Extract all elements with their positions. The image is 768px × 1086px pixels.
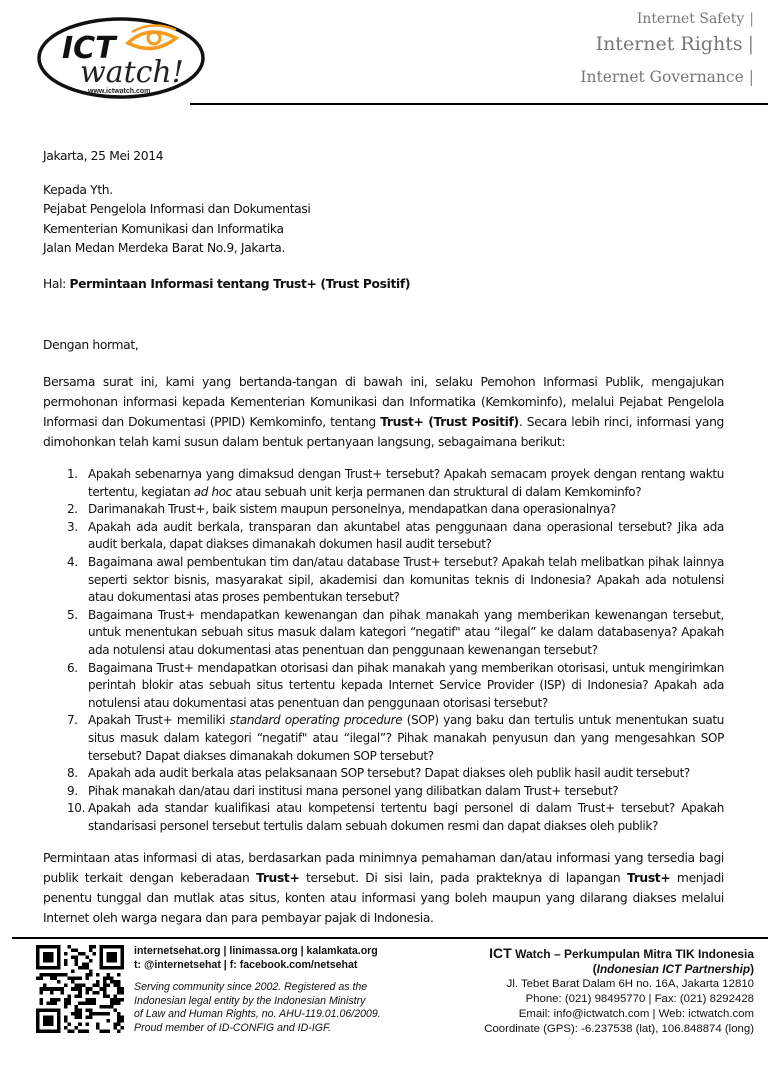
footer-about-line: Serving community since 2002. Registered as the [134, 981, 368, 993]
ict-watch-logo [36, 16, 206, 100]
question-number: 6. [67, 660, 78, 675]
question-item: 7. Apakah Trust+ memiliki standard operating procedure (SOP) yang baku dan tertulis untuk menentukan suatu situs masuk dalam kategori “negatif" atau “ilegal”? Pihak manakah penyusun dan yang mengesahkan SOP tersebut? Dapat diakses dimanakah dokumen SOP tersebut? [67, 713, 725, 763]
footer-community-info [134, 944, 381, 1035]
footer-partner: (Indonesian ICT Partnership) [592, 962, 754, 976]
question-list [43, 466, 724, 835]
tagline-separator: | [748, 68, 754, 86]
question-number: 4. [67, 554, 78, 569]
closing-bold-trust: Trust+ [256, 871, 300, 885]
tagline-separator: | [747, 33, 754, 55]
footer-org-name: ICT Watch – Perkumpulan Mitra TIK Indonesia [489, 945, 754, 961]
tagline-separator: | [749, 11, 754, 27]
footer-address: Jl. Tebet Barat Dalam 6H no. 16A, Jakarta 12810 [506, 978, 754, 990]
question-number: 10. [67, 801, 86, 816]
letter-date: Jakarta, 25 Mei 2014 [43, 149, 164, 163]
question-item: 3. Apakah ada audit berkala, transparan dan akuntabel atas penggunaan dana operasional tersebut? Jika ada audit berkala, dapat diakses dimanakah dokumen hasil audit tersebut? [67, 519, 724, 552]
question-number: 8. [67, 766, 78, 781]
intro-paragraph: Bersama surat ini, kami yang bertanda-tangan di bawah ini, selaku Pemohon Informasi Publik, mengajukan permohonan informasi kepada Kementerian Komunikasi dan Informatika (Kemkominfo), melalui Pejabat Pengelola Informasi dan Dokumentasi (PPID) Kemkominfo, tentang Trust+ (Trust Positif). Secara lebih rinci, informasi yang dimohonkan telah kami susun dalam bentuk pertanyaan langsung, sebagaimana berikut: [43, 375, 724, 449]
qr-code-icon [36, 945, 124, 1033]
question-item: 10. Apakah ada standar kualifikasi atau kompetensi tertentu bagi personel di dalam Trust+ tersebut? Apakah standarisasi personel tersebut tertulis dalam sebuah dokumen resmi dan dapat diakses oleh publik? [67, 801, 724, 833]
question-number: 1. [67, 467, 78, 481]
logo-graphic [36, 16, 206, 100]
logo-brand-bottom: watch! [80, 55, 184, 90]
recipient-line: Kementerian Komunikasi dan Informatika [43, 221, 284, 236]
footer-about-line: of Law and Human Rights, no. AHU-119.01.06/2009. [134, 1008, 381, 1020]
question-number: 7. [67, 713, 78, 728]
tagline-internet-governance: Internet Governance | [580, 68, 754, 86]
salutation: Dengan hormat, [43, 338, 139, 352]
question-item: 9. Pihak manakah dan/atau dari institusi mana personel yang dilibatkan dalam Trust+ tersebut? [43, 783, 724, 801]
question-italic-term: ad hoc [193, 484, 232, 499]
question-item: 2. Darimanakah Trust+, baik sistem maupun personelnya, mendapatkan dana operasionalnya? [43, 501, 724, 519]
tagline-internet-safety: Internet Safety | [636, 11, 754, 27]
footer-about-line: Indonesian legal entity by the Indonesian Ministry [134, 994, 366, 1007]
logo-brand-top: ICT [62, 31, 116, 66]
question-item: 4. Bagaimana awal pembentukan tim dan/atau database Trust+ tersebut? Apakah telah melibatkan pihak lainnya seperti sektor bisnis, masyarakat sipil, akademisi dan komunitas teknis di Indonesia? Apakah ada notulensi atau dokumentasi atas proses pembentukan tersebut? [67, 554, 724, 605]
subject-label: Hal: [43, 277, 70, 291]
footer-contact-info [484, 946, 754, 1037]
question-number: 2. [67, 502, 78, 517]
logo-url: www.ictwatch.com [88, 88, 151, 95]
closing-paragraph: Permintaan atas informasi di atas, berdasarkan pada minimnya pemahaman dan/atau informasi yang tersedia bagi publik terkait dengan keberadaan Trust+ tersebut. Di sisi lain, pada prakteknya di lapangan Trust+ menjadi penentu tunggal dan mutlak atas situs, konten atau informasi yang boleh maupun yang dilarang diakses melalui Internet oleh warga negara dan para pembayar pajak di Indonesia. [43, 851, 724, 925]
question-number: 5. [67, 607, 78, 622]
intro-bold-topic: Trust+ (Trust Positif) [380, 415, 519, 429]
subject-line [43, 277, 410, 291]
recipient-line: Jalan Medan Merdeka Barat No.9, Jakarta. [43, 241, 286, 256]
footer-phone: Phone: (021) 98495770 | Fax: (021) 8292428 [525, 993, 754, 1005]
tagline-internet-rights: Internet Rights | [595, 33, 754, 55]
footer-links: internetsehat.org | linimassa.org | kalamkata.org [134, 945, 378, 957]
header-divider [190, 103, 768, 105]
question-number: 3. [67, 519, 78, 534]
recipient-line: Pejabat Pengelola Informasi dan Dokumentasi [43, 202, 311, 217]
recipient-line: Kepada Yth. [43, 183, 113, 197]
footer-divider [12, 937, 768, 939]
question-number: 9. [67, 783, 78, 798]
footer-social: t: @internetsehat | f: facebook.com/netsehat [134, 959, 358, 971]
recipient-block [43, 181, 310, 259]
footer-coordinate: Coordinate (GPS): -6.237538 (lat), 106.848874 (long) [484, 1023, 754, 1035]
question-italic-term: standard operating procedure [229, 713, 403, 728]
footer-about-line: Proud member of ID-CONFIG and ID-IGF. [134, 1021, 332, 1034]
question-item: 6. Bagaimana Trust+ mendapatkan otorisasi dan pihak manakah yang memberikan otorisasi, untuk mengirimkan perintah blokir atas sebuah situs tertentu kepada Internet Service Provider (ISP) di Indonesia? Apakah ada notulensi atau dokumentasi atas penentuan dan penggunaan otorisasi tersebut? [67, 660, 724, 710]
question-item: 1. Apakah sebenarnya yang dimaksud dengan Trust+ tersebut? Apakah semacam proyek dengan rentang waktu tertentu, kegiatan ad hoc atau sebuah unit kerja permanen dan struktural di dalam Kemkominfo? [67, 467, 724, 499]
question-item: 5. Bagaimana Trust+ mendapatkan kewenangan dan pihak manakah yang memberikan kewenangan tersebut, untuk menentukan sebuah situs masuk dalam kategori “negatif" atau “ilegal” ke dalam databasenya? Apakah ada notulensi atau dokumentasi atas penentuan dan penggunaan kewenangan tersebut? [67, 607, 724, 657]
subject-text: Permintaan Informasi tentang Trust+ (Trust Positif) [69, 277, 411, 291]
closing-bold-trust: Trust+ [627, 871, 671, 885]
question-item: 8. Apakah ada audit berkala atas pelaksanaan SOP tersebut? Dapat diakses oleh publik hasil audit tersebut? [43, 765, 724, 783]
footer-email-web: Email: info@ictwatch.com | Web: ictwatch.com [518, 1008, 754, 1020]
